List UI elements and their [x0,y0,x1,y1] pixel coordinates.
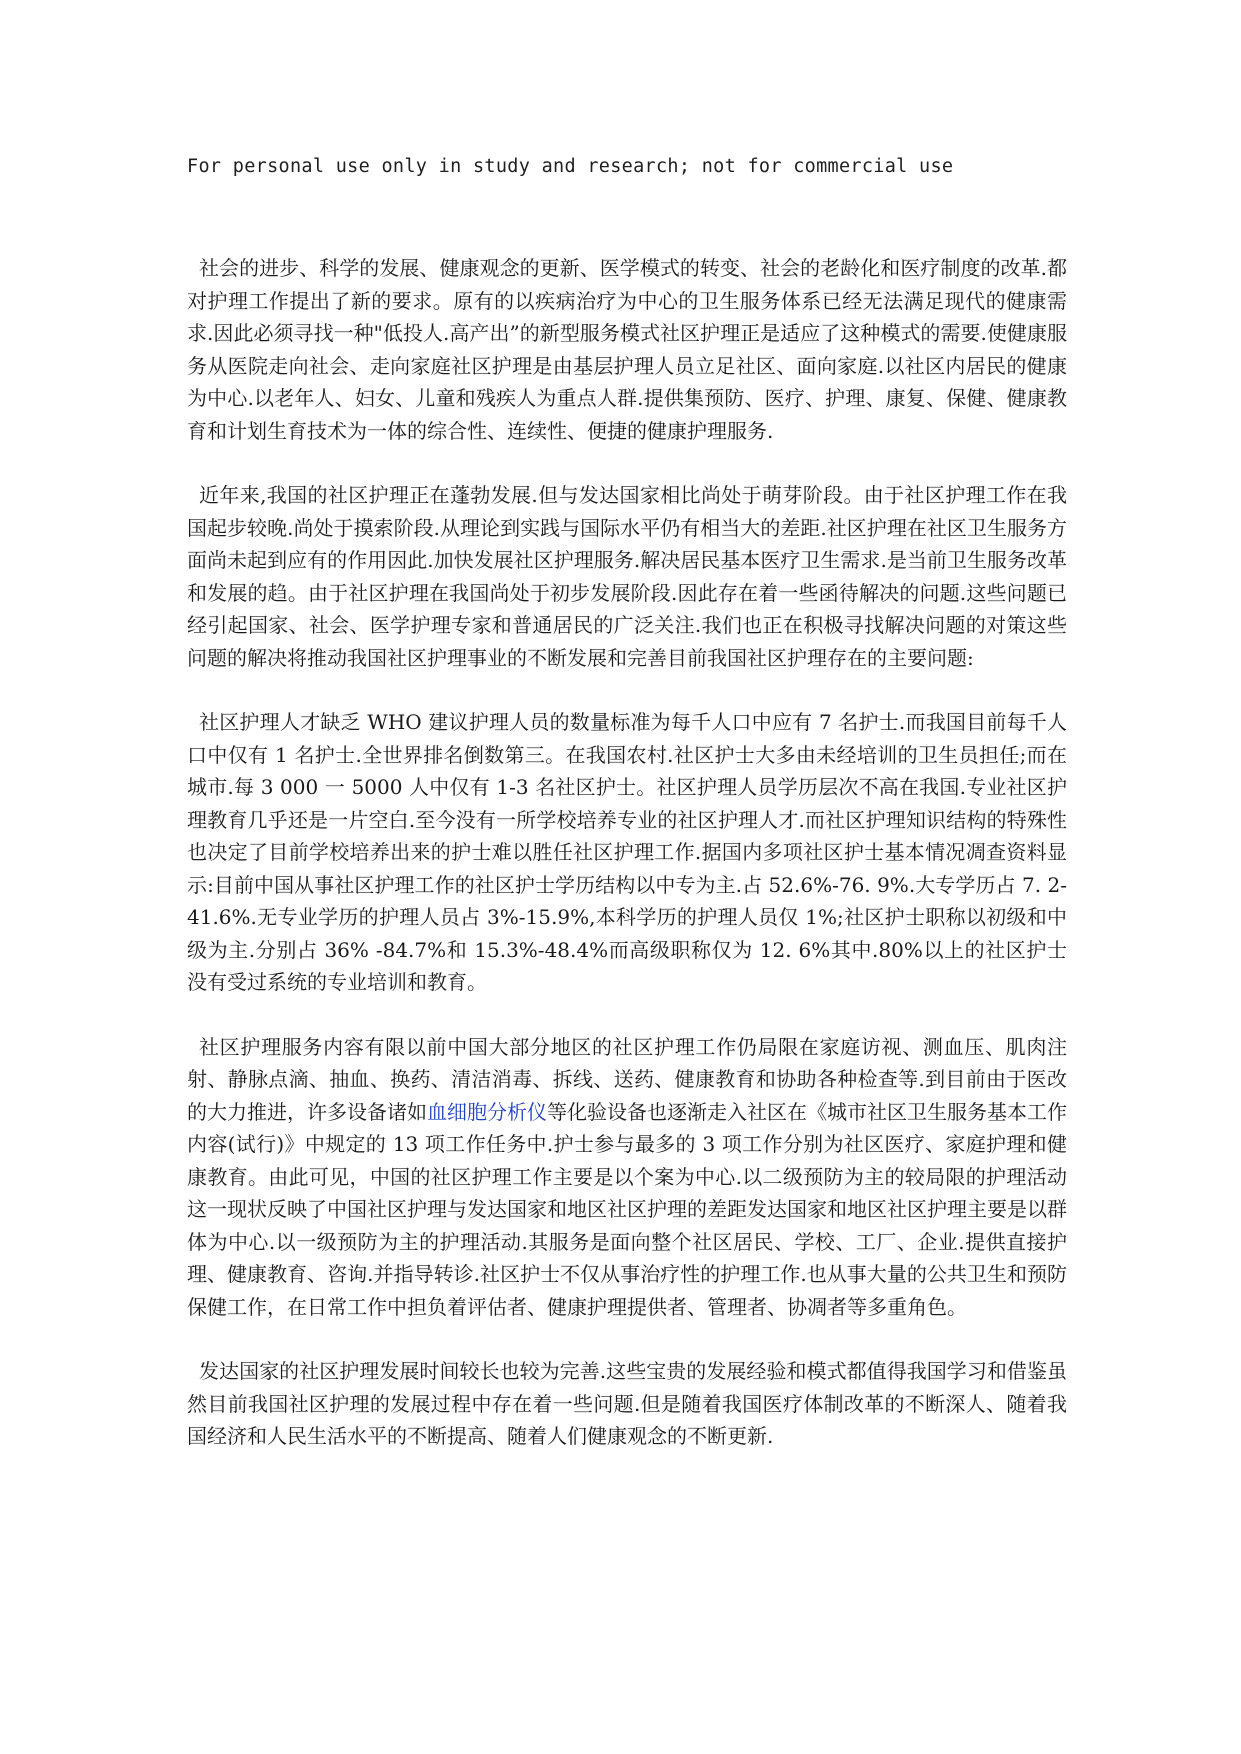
paragraph-5: 发达国家的社区护理发展时间较长也较为完善.这些宝贵的发展经验和模式都值得我国学习和借鉴虽然目前我国社区护理的发展过程中存在着一些问题.但是随着我国医疗体制改革的不断深人、随着我国经济和人民生活水平的不断提高、随着人们健康观念的不断更新. [187,1359,1067,1448]
paragraph-4 [187,1031,1067,1324]
paragraph-4-text-before: 社区护理服务内容有限以前中国大部分地区的社区护理工作仍局限在家庭访视、测血压、肌肉注射、静脉点滴、抽血、换药、清洁消毒、拆线、送药、健康教育和协助各种检查等.到目前由于医改的大力推进，许多设备诸如 [187,1034,1067,1124]
paragraph-3: 社区护理人才缺乏 WHO 建议护理人员的数量标准为每千人口中应有 7 名护士.而我国目前每千人口中仅有 1 名护士.全世界排名倒数第三。在我国农村.社区护士大多由未经培训的卫生员担任;而在城市.每 3 000 一 5000 人中仅有 1-3 名社区护士。社区护理人员学历层次不高在我国.专业社区护理教育几乎还是一片空白.至今没有一所学校培养专业的社区护理人才.而社区护理知识结构的特殊性也决定了目前学校培养出来的护士难以胜任社区护理工作.据国内多项社区护士基本情况凋查资料显示:目前中国从事社区护理工作的社区护士学历结构以中专为主.占 52.6%-76. 9%.大专学历占 7. 2-41.6%.无专业学历的护理人员占 3%-15.9%,本科学历的护理人员仅 1%;社区护士职称以初级和中级为主.分别占 36% -84.7%和 15.3%-48.4%而高级职称仅为 12. 6%其中.80%以上的社区护士没有受过系统的专业培训和教育。 [187,710,1067,994]
paragraph-4-text-after: 等化验设备也逐渐走入社区在《城市社区卫生服务基本工作内容(试行)》中规定的 13 项工作任务中.护士参与最多的 3 项工作分别为社区医疗、家庭护理和健康教育。由此可见，中国的社区护理工作主要是以个案为中心.以二级预防为主的较局限的护理活动这一现状反映了中国社区护理与发达国家和地区社区护理的差距发达国家和地区社区护理主要是以群体为中心.以一级预防为主的护理活动.其服务是面向整个社区居民、学校、工厂、企业.提供直接护理、健康教育、咨询.并指导转诊.社区护士不仅从事治疗性的护理工作.也从事大量的公共卫生和预防保健工作，在日常工作中担负着评估者、健康护理提供者、管理者、协凋者等多重角色。 [187,1099,1067,1319]
usage-notice: For personal use only in study and research; not for commercial use [187,156,954,177]
paragraph-1: 社会的进步、科学的发展、健康观念的更新、医学模式的转变、社会的老龄化和医疗制度的改革.都对护理工作提出了新的要求。原有的以疾病治疗为中心的卫生服务体系已经无法满足现代的健康需求.因此必须寻找一种"低投人.高产出”的新型服务模式社区护理正是适应了这种模式的需要.使健康服务从医院走向社会、走向家庭社区护理是由基层护理人员立足社区、面向家庭.以社区内居民的健康为中心.以老年人、妇女、儿童和残疾人为重点人群.提供集预防、医疗、护理、康复、保健、健康教育和计划生育技术为一体的综合性、连续性、便捷的健康护理服务. [187,256,1067,443]
blood-cell-analyzer-link[interactable]: 血细胞分析仪 [427,1099,547,1124]
paragraph-2: 近年来,我国的社区护理正在蓬勃发展.但与发达国家相比尚处于萌芽阶段。由于社区护理工作在我国起步较晚.尚处于摸索阶段.从理论到实践与国际水平仍有相当大的差距.社区护理在社区卫生服务方面尚未起到应有的作用因此.加快发展社区护理服务.解决居民基本医疗卫生需求.是当前卫生服务改革和发展的趋。由于社区护理在我国尚处于初步发展阶段.因此存在着一些函待解决的问题.这些问题已经引起国家、社会、医学护理专家和普通居民的广泛关注.我们也正在积极寻找解决问题的对策这些问题的解决将推动我国社区护理事业的不断发展和完善目前我国社区护理存在的主要问题: [187,483,1067,670]
article-body [187,252,1067,1453]
